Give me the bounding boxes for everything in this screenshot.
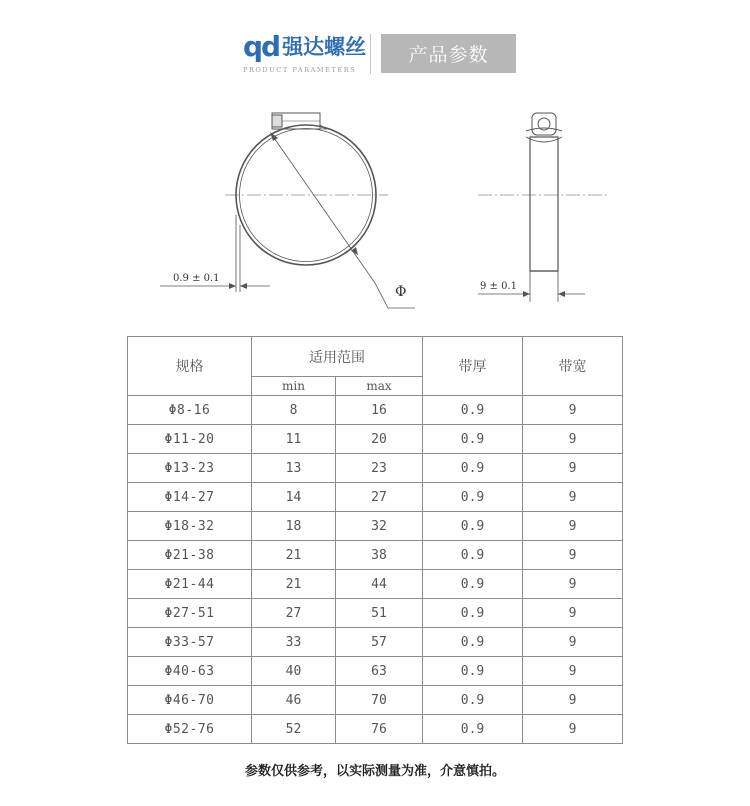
min-cell: 21	[252, 570, 336, 599]
spec-cell: Φ11-20	[128, 425, 252, 454]
diameter-symbol: Φ	[395, 284, 407, 300]
min-cell: 21	[252, 541, 336, 570]
header-width: 带宽	[523, 337, 623, 396]
max-cell: 44	[336, 570, 423, 599]
min-cell: 14	[252, 483, 336, 512]
thickness-cell: 0.9	[423, 715, 523, 744]
width-cell: 9	[523, 483, 623, 512]
spec-table	[127, 336, 623, 744]
max-cell: 51	[336, 599, 423, 628]
spec-cell: Φ46-70	[128, 686, 252, 715]
width-cell: 9	[523, 512, 623, 541]
thickness-cell: 0.9	[423, 483, 523, 512]
table-row	[128, 599, 623, 628]
table-row	[128, 396, 623, 425]
logo-subtitle: PRODUCT PARAMETERS	[243, 66, 357, 74]
width-cell: 9	[523, 715, 623, 744]
table-row	[128, 686, 623, 715]
housing-side	[532, 113, 556, 135]
min-cell: 11	[252, 425, 336, 454]
spec-cell: Φ14-27	[128, 483, 252, 512]
min-cell: 46	[252, 686, 336, 715]
spec-cell: Φ21-44	[128, 570, 252, 599]
header-spec: 规格	[128, 337, 252, 396]
min-cell: 52	[252, 715, 336, 744]
width-cell: 9	[523, 570, 623, 599]
max-cell: 32	[336, 512, 423, 541]
band-side-profile	[530, 137, 558, 271]
max-cell: 16	[336, 396, 423, 425]
width-cell: 9	[523, 657, 623, 686]
section-title: 产品参数	[381, 34, 516, 73]
width-cell: 9	[523, 628, 623, 657]
min-cell: 18	[252, 512, 336, 541]
table-row	[128, 570, 623, 599]
table-header-row	[128, 337, 623, 377]
logo-name: 强达螺丝	[282, 35, 367, 59]
spec-cell: Φ8-16	[128, 396, 252, 425]
width-cell: 9	[523, 396, 623, 425]
max-cell: 70	[336, 686, 423, 715]
min-cell: 27	[252, 599, 336, 628]
logo-mark: qd	[243, 30, 280, 63]
table-body	[128, 396, 623, 744]
width-cell: 9	[523, 454, 623, 483]
side-view	[478, 113, 610, 302]
band-thickness-label: 0.9 ± 0.1	[173, 273, 220, 284]
max-cell: 20	[336, 425, 423, 454]
min-cell: 40	[252, 657, 336, 686]
min-cell: 33	[252, 628, 336, 657]
max-cell: 63	[336, 657, 423, 686]
spec-cell: Φ21-38	[128, 541, 252, 570]
thickness-cell: 0.9	[423, 454, 523, 483]
width-cell: 9	[523, 541, 623, 570]
min-cell: 8	[252, 396, 336, 425]
header-divider	[370, 34, 371, 74]
max-cell: 57	[336, 628, 423, 657]
thickness-cell: 0.9	[423, 541, 523, 570]
screw-head	[272, 115, 282, 127]
header-range: 适用范围	[252, 337, 423, 377]
spec-cell: Φ52-76	[128, 715, 252, 744]
max-cell: 23	[336, 454, 423, 483]
spec-cell: Φ18-32	[128, 512, 252, 541]
diameter-dimension-line	[272, 135, 375, 283]
max-cell: 27	[336, 483, 423, 512]
width-cell: 9	[523, 599, 623, 628]
page-header	[0, 0, 750, 90]
table-row	[128, 657, 623, 686]
thickness-cell: 0.9	[423, 599, 523, 628]
spec-cell: Φ27-51	[128, 599, 252, 628]
thickness-cell: 0.9	[423, 396, 523, 425]
thickness-cell: 0.9	[423, 570, 523, 599]
thickness-cell: 0.9	[423, 512, 523, 541]
spec-cell: Φ13-23	[128, 454, 252, 483]
header-thickness: 带厚	[423, 337, 523, 396]
brand-logo	[243, 30, 366, 64]
disclaimer-footnote: 参数仅供参考，以实际测量为准，介意慎拍。	[244, 764, 505, 779]
table-row	[128, 454, 623, 483]
max-cell: 38	[336, 541, 423, 570]
table-row	[128, 715, 623, 744]
thickness-cell: 0.9	[423, 425, 523, 454]
table-row	[128, 425, 623, 454]
min-cell: 13	[252, 454, 336, 483]
band-width-label: 9 ± 0.1	[480, 281, 518, 292]
table-row	[128, 541, 623, 570]
width-cell: 9	[523, 686, 623, 715]
table-row	[128, 628, 623, 657]
clamp-technical-drawing	[0, 95, 750, 335]
thickness-cell: 0.9	[423, 628, 523, 657]
max-cell: 76	[336, 715, 423, 744]
header-max: max	[336, 377, 423, 396]
header-min: min	[252, 377, 336, 396]
table-row	[128, 512, 623, 541]
width-cell: 9	[523, 425, 623, 454]
thickness-cell: 0.9	[423, 657, 523, 686]
spec-cell: Φ33-57	[128, 628, 252, 657]
table-row	[128, 483, 623, 512]
spec-cell: Φ40-63	[128, 657, 252, 686]
thickness-cell: 0.9	[423, 686, 523, 715]
